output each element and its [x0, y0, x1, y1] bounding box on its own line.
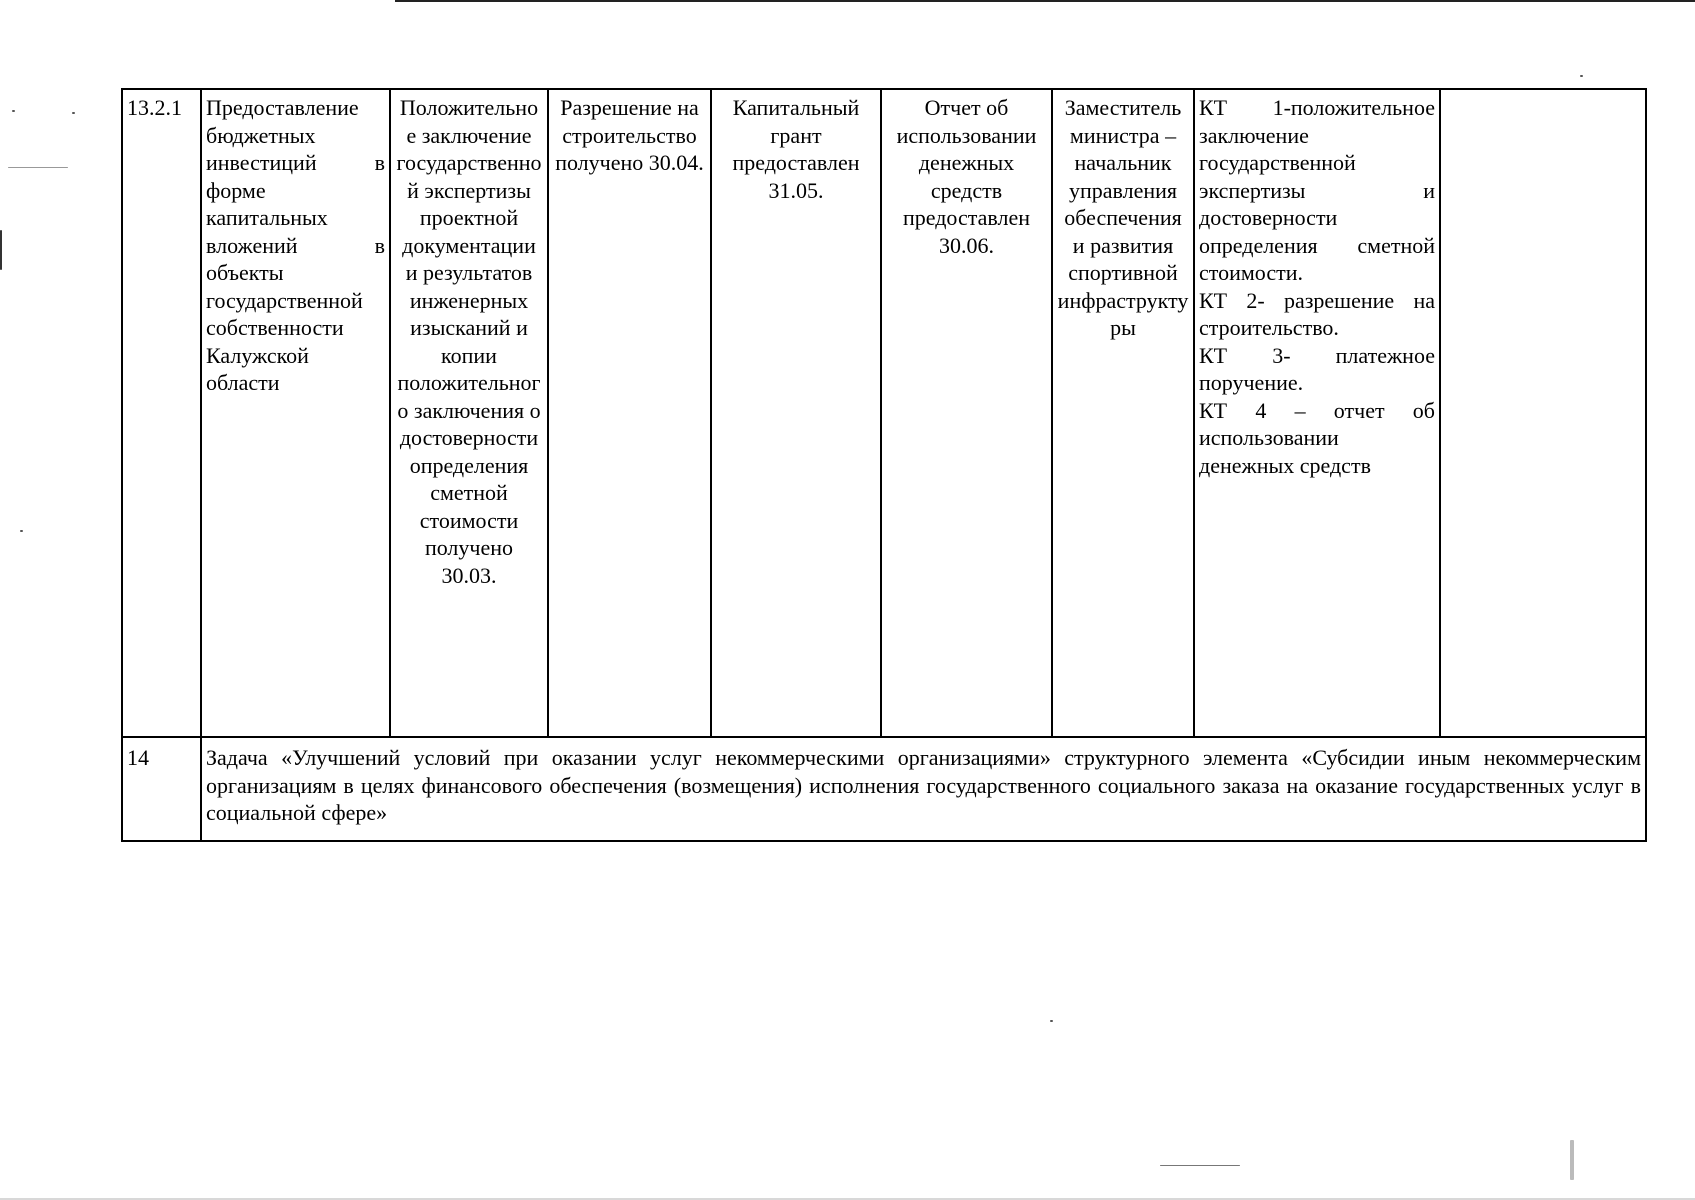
control-point-2: КТ 2- разрешение на строительство.	[1199, 287, 1435, 340]
table-row	[122, 737, 1646, 841]
scan-speck	[1580, 75, 1583, 77]
row-number-cell: 14	[122, 737, 201, 841]
task-cell: Задача «Улучшений условий при оказании услуг некоммерческими организациями» структурного элемента «Субсидии иным некоммерческим организациям в целях финансового обеспечения (возмещения) исполнения государственного социального заказа на оказание государственных услуг в социальной сфере»	[201, 737, 1646, 841]
empty-cell	[1440, 89, 1646, 737]
control-point-4: КТ 4 – отчет об использовании денежных средств	[1199, 397, 1435, 478]
control-point-3: КТ 3- платежное поручение.	[1199, 342, 1435, 395]
control-point-1: КТ 1-положительное заключение государственной экспертизы и достоверности определения сметной стоимости.	[1199, 95, 1435, 285]
table-row	[122, 89, 1646, 737]
scan-speck	[20, 530, 23, 532]
event-cell: Предоставление бюджетных инвестиций в форме капитальных вложений в объекты государственной собственности Калужской области	[201, 89, 390, 737]
document-table	[121, 88, 1647, 842]
scan-speck	[1050, 1020, 1053, 1022]
scan-speck	[12, 110, 15, 112]
scan-speck	[72, 112, 75, 114]
scan-speck	[1570, 1140, 1574, 1180]
scan-speck	[0, 230, 2, 270]
responsible-cell: Заместитель министра – начальник управления обеспечения и развития спортивной инфраструктуры	[1052, 89, 1194, 737]
row-number-cell: 13.2.1	[122, 89, 201, 737]
scan-speck	[8, 167, 68, 168]
result-expertise-cell: Положительное заключение государственной экспертизы проектной документации и результатов инженерных изысканий и копии положительного заключения о достоверности определения сметной стоимости получено 30.03.	[390, 89, 548, 737]
result-permit-cell: Разрешение на строительство получено 30.04.	[548, 89, 711, 737]
result-grant-cell: Капитальный грант предоставлен 31.05.	[711, 89, 881, 737]
result-report-cell: Отчет об использовании денежных средств предоставлен 30.06.	[881, 89, 1052, 737]
control-points-cell	[1194, 89, 1440, 737]
scan-speck	[1160, 1165, 1240, 1166]
scan-top-edge	[395, 0, 1695, 2]
